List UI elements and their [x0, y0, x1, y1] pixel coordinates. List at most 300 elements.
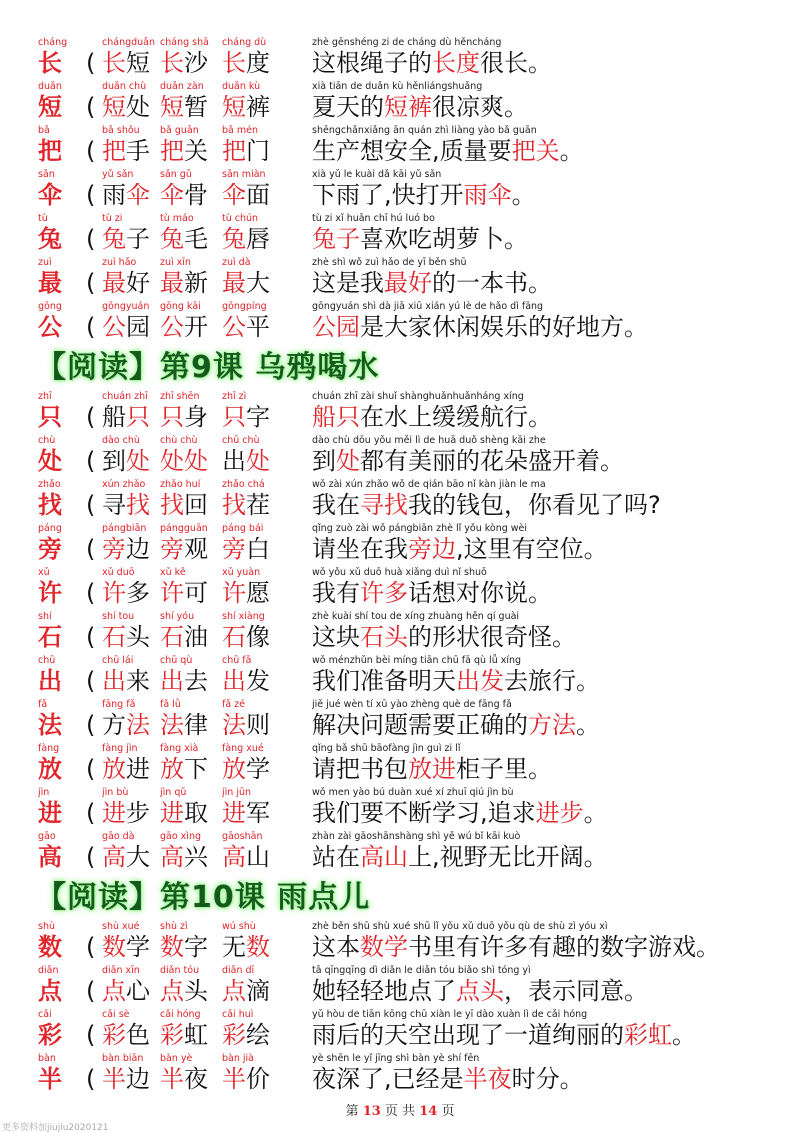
word-char: 出 — [222, 667, 246, 695]
vocab-entry — [0, 654, 800, 698]
word-pinyin: páng bái — [222, 523, 264, 534]
word-item — [160, 268, 208, 298]
word-item — [102, 136, 150, 166]
word-char: 船 — [102, 403, 126, 431]
example-sentence: 我在寻找我的钱包，你看见了吗? — [312, 491, 661, 519]
example-sentence: 这块石头的形状很奇怪。 — [312, 623, 576, 651]
hanzi-character: 兔 — [38, 225, 62, 253]
word-item — [102, 48, 150, 78]
word-char: 边 — [126, 1065, 150, 1093]
word-char: 彩 — [102, 1021, 126, 1049]
word-char: 兔 — [222, 225, 246, 253]
char-pinyin: chù — [38, 435, 56, 446]
char-pinyin: bàn — [38, 1053, 56, 1064]
footer-suffix: 页 — [441, 1104, 455, 1119]
word-char: 白 — [246, 535, 270, 563]
example-sentence: 到处都有美丽的花朵盛开着。 — [312, 447, 624, 475]
word-item — [222, 490, 270, 520]
word-item — [102, 92, 150, 122]
word-pinyin: chù chù — [160, 435, 198, 446]
word-char: 石 — [160, 623, 184, 651]
word-pinyin: chū qù — [160, 655, 193, 666]
word-item — [102, 932, 150, 962]
word-char: 色 — [126, 1021, 150, 1049]
word-char: 把 — [102, 137, 126, 165]
word-item — [102, 622, 150, 652]
word-item — [222, 92, 270, 122]
word-char: 公 — [222, 313, 246, 341]
word-pinyin: diǎn xīn — [102, 965, 140, 976]
highlighted-word: 放进 — [408, 755, 456, 783]
word-pinyin: zuì hǎo — [102, 257, 137, 268]
word-pinyin: gāo xìng — [160, 831, 201, 842]
char-pinyin: shù — [38, 921, 55, 932]
sentence-pinyin: chuán zhī zài shuǐ shànghuǎnhuǎnháng xíng — [312, 391, 524, 402]
word-item — [222, 224, 270, 254]
sentence-pinyin: wǒ men yào bú duàn xué xí zhuī qiú jìn bù — [312, 787, 514, 798]
word-item — [222, 754, 270, 784]
word-char: 兴 — [184, 843, 208, 871]
word-pinyin: shù xué — [102, 921, 140, 932]
word-char: 数 — [102, 933, 126, 961]
word-item — [160, 842, 208, 872]
word-pinyin: chū fā — [222, 655, 252, 666]
word-char: 短 — [102, 93, 126, 121]
word-item — [222, 534, 270, 564]
word-char: 寻 — [102, 491, 126, 519]
word-pinyin: yǔ sǎn — [102, 169, 134, 180]
word-char: 观 — [184, 535, 208, 563]
vocab-entry — [0, 566, 800, 610]
word-char: 虹 — [184, 1021, 208, 1049]
word-item — [160, 710, 208, 740]
open-paren: ( — [86, 403, 96, 431]
highlighted-word: 许多 — [360, 579, 408, 607]
word-char: 许 — [160, 579, 184, 607]
word-char: 大 — [126, 843, 150, 871]
word-item — [102, 666, 150, 696]
word-char: 好 — [126, 269, 150, 297]
example-sentence: 雨后的天空出现了一道绚丽的彩虹。 — [312, 1021, 696, 1049]
example-sentence: 我有许多话想对你说。 — [312, 579, 552, 607]
word-char: 身 — [184, 403, 208, 431]
word-pinyin: chángduǎn — [102, 37, 156, 48]
vocab-entry — [0, 1052, 800, 1096]
word-char: 暂 — [184, 93, 208, 121]
word-char: 处 — [246, 447, 270, 475]
word-pinyin: pángbiān — [102, 523, 147, 534]
word-char: 山 — [246, 843, 270, 871]
word-item — [160, 798, 208, 828]
word-item — [102, 842, 150, 872]
hanzi-character: 处 — [38, 447, 62, 475]
vocab-entry — [0, 80, 800, 124]
word-char: 高 — [222, 843, 246, 871]
open-paren: ( — [86, 623, 96, 651]
vocab-entry — [0, 1008, 800, 1052]
char-pinyin: páng — [38, 523, 62, 534]
word-char: 可 — [184, 579, 208, 607]
char-pinyin: zhī — [38, 391, 52, 402]
sentence-pinyin: xià tiān de duǎn kù hěnliángshuǎng — [312, 81, 483, 92]
word-pinyin: xǔ kě — [160, 567, 186, 578]
highlighted-word: 船只 — [312, 403, 360, 431]
word-char: 点 — [222, 977, 246, 1005]
highlighted-word: 短裤 — [384, 93, 432, 121]
hanzi-character: 伞 — [38, 181, 62, 209]
sentence-pinyin: dào chù dōu yǒu měi lì de huā duǒ shèng kāi zhe — [312, 435, 546, 446]
word-item — [102, 534, 150, 564]
word-item — [222, 402, 270, 432]
example-sentence: 生产想安全,质量要把关。 — [312, 137, 584, 165]
word-char: 找 — [126, 491, 150, 519]
word-char: 到 — [102, 447, 126, 475]
word-pinyin: cháng dù — [222, 37, 267, 48]
word-pinyin: jìn bù — [102, 787, 129, 798]
example-sentence: 下雨了,快打开雨伞。 — [312, 181, 536, 209]
highlighted-word: 出发 — [456, 667, 504, 695]
word-char: 最 — [160, 269, 184, 297]
open-paren: ( — [86, 755, 96, 783]
word-char: 出 — [222, 447, 246, 475]
word-pinyin: bǎ guān — [160, 125, 199, 136]
word-char: 进 — [160, 799, 184, 827]
vocab-entry — [0, 786, 800, 830]
word-char: 字 — [184, 933, 208, 961]
word-char: 石 — [102, 623, 126, 651]
word-item — [222, 312, 270, 342]
word-pinyin: dào chù — [102, 435, 140, 446]
word-pinyin: tù máo — [160, 213, 194, 224]
word-char: 军 — [246, 799, 270, 827]
word-item — [160, 534, 208, 564]
char-pinyin: chū — [38, 655, 56, 666]
word-char: 长 — [102, 49, 126, 77]
word-char: 滴 — [246, 977, 270, 1005]
word-item — [222, 622, 270, 652]
current-page-number: 13 — [362, 1104, 381, 1119]
word-pinyin: gōngpíng — [222, 301, 267, 312]
word-pinyin: pángguān — [160, 523, 208, 534]
word-char: 把 — [160, 137, 184, 165]
word-char: 半 — [102, 1065, 126, 1093]
word-pinyin: fàng jìn — [102, 743, 138, 754]
hanzi-character: 公 — [38, 313, 62, 341]
word-char: 雨 — [102, 181, 126, 209]
word-item — [160, 1064, 208, 1094]
word-char: 把 — [222, 137, 246, 165]
vocab-entry — [0, 434, 800, 478]
word-pinyin: jìn jūn — [222, 787, 252, 798]
word-char: 数 — [246, 933, 270, 961]
word-char: 最 — [222, 269, 246, 297]
word-char: 点 — [102, 977, 126, 1005]
highlighted-word: 旁边 — [408, 535, 456, 563]
sentence-pinyin: yè shēn le yǐ jīng shì bàn yè shí fēn — [312, 1053, 480, 1064]
word-char: 进 — [102, 799, 126, 827]
highlighted-word: 彩虹 — [624, 1021, 672, 1049]
char-pinyin: tù — [38, 213, 48, 224]
word-char: 进 — [222, 799, 246, 827]
word-item — [160, 622, 208, 652]
vocab-entry — [0, 478, 800, 522]
word-item — [160, 490, 208, 520]
example-sentence: 兔子喜欢吃胡萝卜。 — [312, 225, 528, 253]
hanzi-character: 进 — [38, 799, 62, 827]
word-pinyin: zhī zì — [222, 391, 247, 402]
word-item — [160, 754, 208, 784]
open-paren: ( — [86, 93, 96, 121]
word-char: 学 — [246, 755, 270, 783]
highlighted-word: 最好 — [384, 269, 432, 297]
hanzi-character: 找 — [38, 491, 62, 519]
vocab-entry — [0, 698, 800, 742]
char-pinyin: fǎ — [38, 699, 48, 710]
word-char: 只 — [222, 403, 246, 431]
word-item — [102, 268, 150, 298]
char-pinyin: cháng — [38, 37, 68, 48]
vocab-entry — [0, 830, 800, 874]
hanzi-character: 许 — [38, 579, 62, 607]
word-pinyin: fāng fǎ — [102, 699, 136, 710]
sentence-pinyin: xià yǔ le kuài dǎ kāi yǔ sǎn — [312, 169, 442, 180]
open-paren: ( — [86, 535, 96, 563]
watermark-text: 更多资料加jiujiu2020121 — [2, 1123, 109, 1133]
word-item — [102, 402, 150, 432]
word-char: 头 — [184, 977, 208, 1005]
word-char: 裤 — [246, 93, 270, 121]
highlighted-word: 公园 — [312, 313, 360, 341]
word-item — [160, 446, 208, 476]
word-char: 兔 — [160, 225, 184, 253]
sentence-pinyin: zhè běn shū shù xué shū lǐ yǒu xǔ duō yǒu qù de shù zì yóu xì — [312, 921, 608, 932]
word-char: 短 — [222, 93, 246, 121]
word-pinyin: bàn yè — [160, 1053, 193, 1064]
vocab-entry — [0, 920, 800, 964]
word-pinyin: shí xiàng — [222, 611, 265, 622]
word-pinyin: fàng xià — [160, 743, 199, 754]
word-char: 平 — [246, 313, 270, 341]
word-char: 伞 — [222, 181, 246, 209]
char-pinyin: gāo — [38, 831, 56, 842]
sentence-pinyin: jiě jué wèn tí xū yào zhèng què de fāng fǎ — [312, 699, 512, 710]
word-char: 无 — [222, 933, 246, 961]
open-paren: ( — [86, 137, 96, 165]
word-item — [102, 1020, 150, 1050]
char-pinyin: zuì — [38, 257, 52, 268]
word-pinyin: diǎn dī — [222, 965, 255, 976]
word-item — [160, 932, 208, 962]
example-sentence: 她轻轻地点了点头，表示同意。 — [312, 977, 648, 1005]
word-char: 像 — [246, 623, 270, 651]
word-char: 发 — [246, 667, 270, 695]
word-char: 开 — [184, 313, 208, 341]
word-char: 只 — [126, 403, 150, 431]
hanzi-character: 法 — [38, 711, 62, 739]
word-char: 去 — [184, 667, 208, 695]
example-sentence: 请把书包放进柜子里。 — [312, 755, 552, 783]
word-char: 来 — [126, 667, 150, 695]
word-item — [222, 932, 270, 962]
word-item — [160, 180, 208, 210]
word-pinyin: shí tou — [102, 611, 135, 622]
word-item — [222, 136, 270, 166]
word-pinyin: shí yóu — [160, 611, 195, 622]
char-pinyin: zhǎo — [38, 479, 61, 490]
char-pinyin: shí — [38, 611, 52, 622]
vocab-entry — [0, 36, 800, 80]
word-char: 放 — [160, 755, 184, 783]
word-char: 伞 — [126, 181, 150, 209]
vocab-entry — [0, 742, 800, 786]
char-pinyin: sǎn — [38, 169, 55, 180]
vocab-entry — [0, 300, 800, 344]
lesson-heading: 【阅读】第9课 乌鸦喝水 — [36, 350, 380, 385]
highlighted-word: 进步 — [535, 799, 584, 827]
example-sentence: 这根绳子的长度很长。 — [312, 49, 552, 77]
word-char: 出 — [102, 667, 126, 695]
word-char: 新 — [184, 269, 208, 297]
vocab-entry — [0, 124, 800, 168]
word-char: 公 — [102, 313, 126, 341]
word-item — [222, 180, 270, 210]
word-char: 处 — [126, 93, 150, 121]
word-char: 学 — [126, 933, 150, 961]
hanzi-character: 最 — [38, 269, 62, 297]
word-char: 回 — [184, 491, 208, 519]
word-char: 步 — [126, 799, 150, 827]
hanzi-character: 短 — [38, 93, 62, 121]
hanzi-character: 旁 — [38, 535, 62, 563]
hanzi-character: 高 — [38, 843, 62, 871]
word-item — [222, 268, 270, 298]
word-item — [102, 490, 150, 520]
word-pinyin: xǔ duō — [102, 567, 135, 578]
hanzi-character: 把 — [38, 137, 62, 165]
word-pinyin: sǎn gǔ — [160, 169, 192, 180]
word-pinyin: zhǎo huí — [160, 479, 201, 490]
word-char: 边 — [126, 535, 150, 563]
page-footer — [0, 1100, 800, 1119]
sentence-pinyin: zhè gēnshéng zi de cháng dù hěncháng — [312, 37, 502, 48]
word-item — [102, 180, 150, 210]
word-pinyin: zuì xīn — [160, 257, 191, 268]
char-pinyin: duǎn — [38, 81, 62, 92]
word-pinyin: cǎi huì — [222, 1009, 254, 1020]
word-item — [102, 578, 150, 608]
char-pinyin: xǔ — [38, 567, 50, 578]
word-item — [160, 402, 208, 432]
highlighted-word: 点头 — [456, 977, 504, 1005]
open-paren: ( — [86, 181, 96, 209]
example-sentence: 夜深了,已经是半夜时分。 — [312, 1065, 584, 1093]
highlighted-word: 方法 — [528, 711, 576, 739]
sentence-pinyin: wǒ ménzhǔn bèi míng tiān chū fā qù lǚ xíng — [312, 655, 522, 666]
word-char: 长 — [222, 49, 246, 77]
word-pinyin: cǎi hóng — [160, 1009, 201, 1020]
word-char: 高 — [160, 843, 184, 871]
example-sentence: 公园是大家休闲娱乐的好地方。 — [312, 313, 648, 341]
example-sentence: 这本数学书里有许多有趣的数字游戏。 — [312, 933, 720, 961]
highlighted-word: 高山 — [360, 843, 408, 871]
sentence-pinyin: wǒ zài xún zhǎo wǒ de qián bāo nǐ kàn jiàn le ma — [312, 479, 546, 490]
word-char: 价 — [246, 1065, 270, 1093]
word-pinyin: fǎ lǜ — [160, 699, 181, 710]
open-paren: ( — [86, 313, 96, 341]
open-paren: ( — [86, 1065, 96, 1093]
word-pinyin: chū lái — [102, 655, 134, 666]
word-item — [160, 976, 208, 1006]
word-pinyin: shù zì — [160, 921, 188, 932]
word-char: 伞 — [160, 181, 184, 209]
vocab-entry — [0, 168, 800, 212]
word-item — [222, 1064, 270, 1094]
word-char: 处 — [126, 447, 150, 475]
word-char: 愿 — [246, 579, 270, 607]
hanzi-character: 放 — [38, 755, 62, 783]
word-char: 方 — [102, 711, 126, 739]
word-char: 旁 — [222, 535, 246, 563]
word-pinyin: xǔ yuàn — [222, 567, 261, 578]
example-sentence: 站在高山上,视野无比开阔。 — [312, 843, 608, 871]
word-char: 茬 — [246, 491, 270, 519]
footer-prefix: 第 — [345, 1104, 359, 1119]
highlighted-word: 数学 — [360, 933, 408, 961]
vocab-entry — [0, 610, 800, 654]
word-pinyin: diǎn tóu — [160, 965, 200, 976]
sentence-pinyin: gōngyuán shì dà jiā xiū xián yú lè de hǎo dì fāng — [312, 301, 544, 312]
word-pinyin: bǎ mén — [222, 125, 258, 136]
word-item — [160, 136, 208, 166]
hanzi-character: 出 — [38, 667, 62, 695]
word-char: 大 — [246, 269, 270, 297]
word-pinyin: duǎn kù — [222, 81, 261, 92]
example-sentence: 夏天的短裤很凉爽。 — [312, 93, 528, 121]
char-pinyin: jìn — [38, 787, 50, 798]
example-sentence: 船只在水上缓缓航行。 — [312, 403, 552, 431]
highlighted-word: 半夜 — [463, 1065, 512, 1093]
word-char: 旁 — [160, 535, 184, 563]
vocab-entry — [0, 256, 800, 300]
sentence-pinyin: wǒ yǒu xǔ duō huà xiǎng duì nǐ shuō — [312, 567, 487, 578]
word-pinyin: gōngyuán — [102, 301, 150, 312]
char-pinyin: fàng — [38, 743, 60, 754]
sentence-pinyin: shēngchǎnxiǎng ān quán zhì liàng yào bǎ guān — [312, 125, 537, 136]
char-pinyin: bǎ — [38, 125, 50, 136]
word-char: 园 — [126, 313, 150, 341]
word-pinyin: gōng kāi — [160, 301, 201, 312]
example-sentence: 解决问题需要正确的方法。 — [312, 711, 600, 739]
word-pinyin: chuán zhī — [102, 391, 148, 402]
highlighted-word: 雨伞 — [463, 181, 512, 209]
word-char: 高 — [102, 843, 126, 871]
word-pinyin: chū chù — [222, 435, 260, 446]
word-char: 夜 — [184, 1065, 208, 1093]
highlighted-word: 把关 — [511, 137, 560, 165]
word-item — [102, 710, 150, 740]
sentence-pinyin: tù zi xǐ huān chī hú luó bo — [312, 213, 435, 224]
word-char: 处 — [184, 447, 208, 475]
word-pinyin: zuì dà — [222, 257, 251, 268]
sentence-pinyin: zhè shì wǒ zuì hǎo de yī běn shū — [312, 257, 467, 268]
word-char: 短 — [160, 93, 184, 121]
word-pinyin: cháng shā — [160, 37, 209, 48]
footer-middle: 页 共 — [384, 1104, 416, 1119]
word-item — [160, 578, 208, 608]
word-pinyin: gāo dà — [102, 831, 135, 842]
example-sentence: 我们要不断学习,追求进步。 — [312, 799, 608, 827]
hanzi-character: 半 — [38, 1065, 62, 1093]
